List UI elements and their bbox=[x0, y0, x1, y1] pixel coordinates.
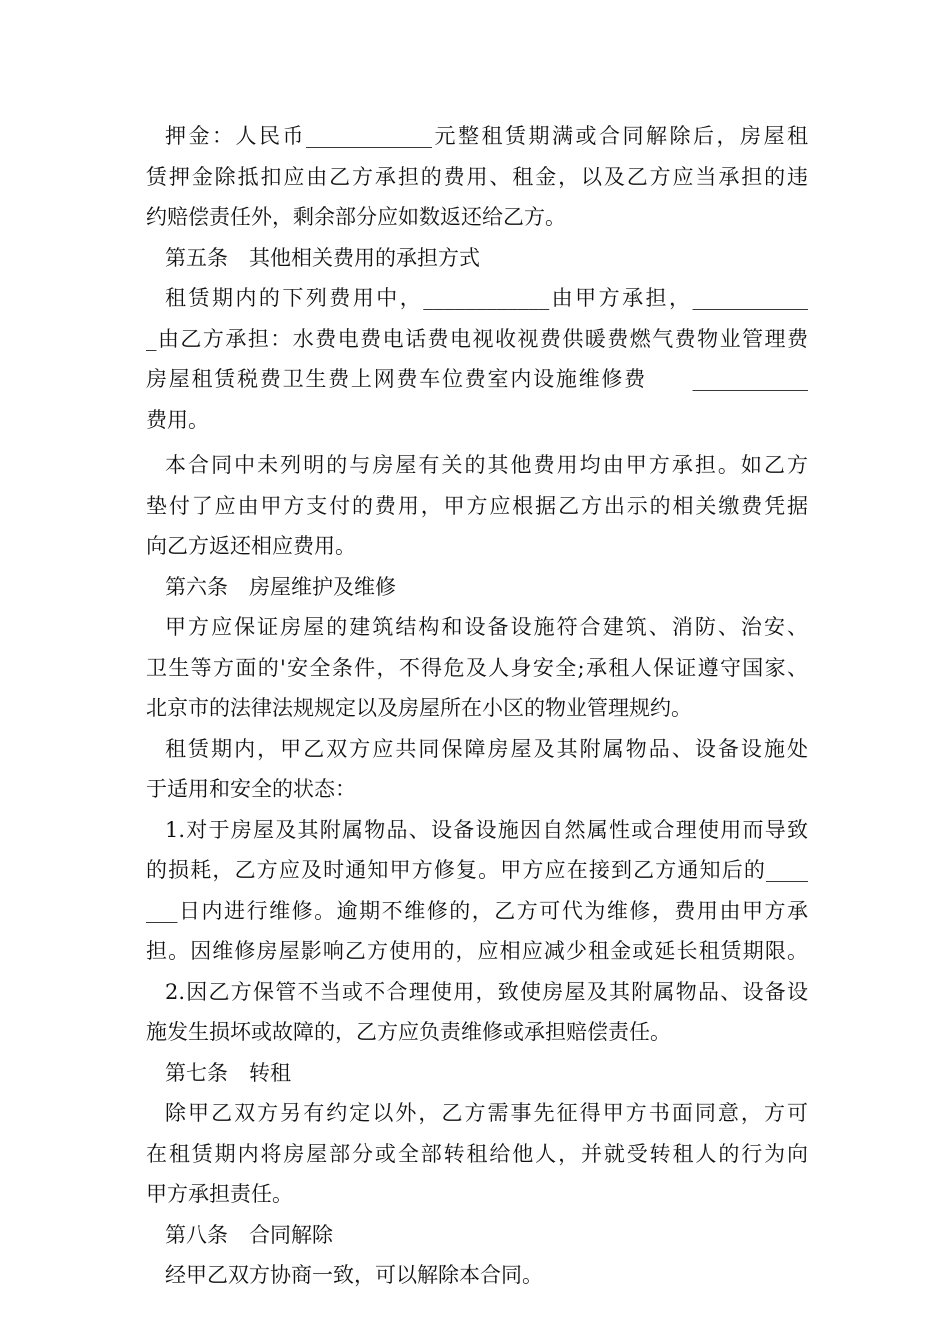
article-6-heading: 第六条 房屋维护及维修 bbox=[165, 574, 396, 599]
paragraph-sublet-line-1: 除甲乙双方另有约定以外，乙方需事先征得甲方书面同意，方可 bbox=[165, 1101, 808, 1125]
clause-1-line-1: 1.对于房屋及其附属物品、设备设施因自然属性或合理使用而导致 bbox=[165, 817, 808, 842]
paragraph-deposit-line-2: 赁押金除抵扣应由乙方承担的费用、租金，以及乙方应当承担的违 bbox=[146, 164, 808, 189]
clause-1-line-3: ___日内进行维修。逾期不维修的，乙方可代为维修，费用由甲方承 bbox=[146, 898, 808, 923]
paragraph-safety-line-3: 北京市的法律法规规定以及房屋所在小区的物业管理规约。 bbox=[146, 696, 692, 720]
document-page bbox=[146, 116, 808, 1296]
paragraph-sublet-line-3: 甲方承担责任。 bbox=[146, 1182, 293, 1206]
paragraph-maintenance-line-2: 于适用和安全的状态： bbox=[146, 777, 356, 801]
paragraph-sublet-line-2: 在租赁期内将房屋部分或全部转租给他人，并就受转租人的行为向 bbox=[146, 1141, 808, 1166]
clause-2-line-2: 施发生损坏或故障的，乙方应负责维修或承担赔偿责任。 bbox=[146, 1020, 671, 1044]
paragraph-fees-line-2: _由乙方承担：水费电费电话费电视收视费供暖费燃气费物业管理费 bbox=[146, 326, 808, 351]
clause-1-line-4: 担。因维修房屋影响乙方使用的，应相应减少租金或延长租赁期限。 bbox=[146, 939, 808, 963]
paragraph-fees-line-1: 租赁期内的下列费用中，____________由甲方承担，___________ bbox=[165, 286, 808, 310]
clause-1-line-2: 的损耗，乙方应及时通知甲方修复。甲方应在接到乙方通知后的____ bbox=[146, 858, 808, 882]
article-5-heading: 第五条 其他相关费用的承担方式 bbox=[165, 245, 480, 270]
paragraph-safety-line-2: 卫生等方面的'安全条件，不得危及人身安全;承租人保证遵守国家、 bbox=[146, 655, 808, 680]
paragraph-other-fees-line-1: 本合同中未列明的与房屋有关的其他费用均由甲方承担。如乙方 bbox=[165, 453, 808, 477]
paragraph-deposit-line-3: 约赔偿责任外，剩余部分应如数返还给乙方。 bbox=[146, 205, 566, 229]
paragraph-other-fees-line-3: 向乙方返还相应费用。 bbox=[146, 534, 356, 558]
paragraph-termination-line-1: 经甲乙双方协商一致，可以解除本合同。 bbox=[165, 1263, 543, 1287]
paragraph-fees-line-3: 房屋租赁税费卫生费上网费车位费室内设施维修费 ___________ bbox=[146, 367, 808, 391]
paragraph-maintenance-line-1: 租赁期内，甲乙双方应共同保障房屋及其附属物品、设备设施处 bbox=[165, 736, 808, 761]
paragraph-fees-line-4: 费用。 bbox=[146, 407, 209, 432]
clause-2-line-1: 2.因乙方保管不当或不合理使用，致使房屋及其附属物品、设备设 bbox=[165, 979, 808, 1004]
article-7-heading: 第七条 转租 bbox=[165, 1060, 291, 1085]
paragraph-other-fees-line-2: 垫付了应由甲方支付的费用，甲方应根据乙方出示的相关缴费凭据 bbox=[146, 493, 808, 518]
paragraph-safety-line-1: 甲方应保证房屋的建筑结构和设备设施符合建筑、消防、治安、 bbox=[165, 615, 808, 639]
paragraph-deposit-line-1: 押金：人民币____________元整租赁期满或合同解除后，房屋租 bbox=[165, 124, 808, 148]
article-8-heading: 第八条 合同解除 bbox=[165, 1222, 333, 1247]
